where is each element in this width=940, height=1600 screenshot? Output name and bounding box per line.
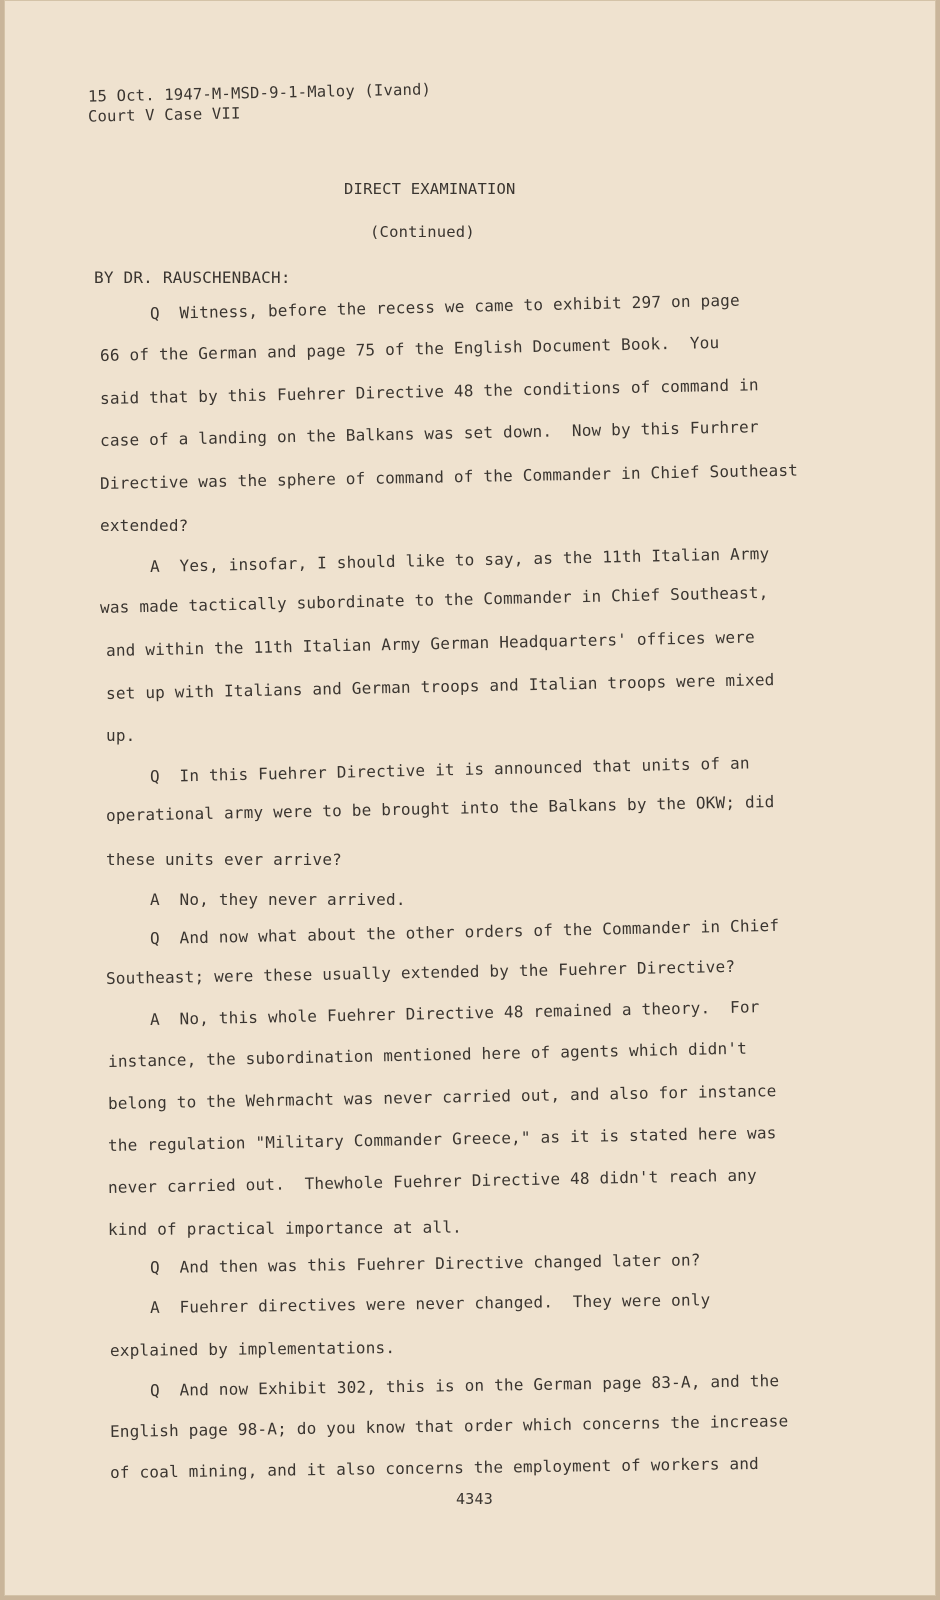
transcript-line: Q And now what about the other orders of the Commander in Chief	[149, 915, 780, 948]
examiner-line: BY DR. RAUSCHENBACH:	[94, 268, 291, 287]
transcript-line: of coal mining, and it also concerns the employment of workers and	[109, 1453, 760, 1482]
transcript-line: A Fuehrer directives were never changed. They were only	[149, 1290, 711, 1317]
transcript-line: Q Witness, before the recess we came to exhibit 297 on page	[149, 290, 741, 323]
transcript-line: explained by implementations.	[109, 1338, 396, 1360]
transcript-line: case of a landing on the Balkans was set down. Now by this Furhrer	[99, 417, 759, 450]
transcript-line: Directive was the sphere of command of the Commander in Chief Southeast	[99, 460, 799, 493]
transcript-line: instance, the subordination mentioned here of agents which didn't	[107, 1038, 748, 1071]
transcript-line: up.	[106, 726, 136, 745]
document-page	[4, 0, 936, 1596]
transcript-line: English page 98-A; do you know that order which concerns the increase	[109, 1411, 789, 1441]
transcript-line: Southeast; were these usually extended by the Fuehrer Directive?	[105, 956, 736, 988]
section-subtitle: (Continued)	[370, 223, 475, 241]
transcript-line: set up with Italians and German troops and Italian troops were mixed	[105, 669, 775, 703]
transcript-line: never carried out. Thewhole Fuehrer Directive 48 didn't reach any	[107, 1165, 758, 1197]
transcript-line: and within the 11th Italian Army German Headquarters' offices were	[105, 627, 756, 660]
transcript-line: Q And now Exhibit 302, this is on the German page 83-A, and the	[149, 1371, 780, 1400]
transcript-line: belong to the Wehrmacht was never carried out, and also for instance	[107, 1081, 777, 1113]
page-number: 4343	[456, 1490, 493, 1508]
transcript-line: 66 of the German and page 75 of the English Document Book. You	[99, 333, 720, 365]
transcript-line: extended?	[100, 516, 189, 535]
transcript-line: A Yes, insofar, I should like to say, as the 11th Italian Army	[149, 544, 770, 576]
header-reference-line: 15 Oct. 1947-M-MSD-9-1-Maloy (Ivand)	[87, 80, 432, 106]
transcript-line: A No, this whole Fuehrer Directive 48 remained a theory. For	[149, 997, 760, 1029]
transcript-line: was made tactically subordinate to the Commander in Chief Southeast,	[99, 582, 769, 617]
transcript-line: Q In this Fuehrer Directive it is announced that units of an	[149, 753, 750, 786]
transcript-line: kind of practical importance at all.	[107, 1217, 463, 1239]
transcript-line: the regulation "Military Commander Greece," as it is stated here was	[107, 1123, 777, 1155]
transcript-line: operational army were to be brought into the Balkans by the OKW; did	[105, 791, 775, 825]
transcript-line: these units ever arrive?	[106, 850, 342, 869]
transcript-line: A No, they never arrived.	[150, 890, 406, 909]
transcript-line: said that by this Fuehrer Directive 48 the conditions of command in	[99, 375, 759, 408]
section-title: DIRECT EXAMINATION	[344, 180, 516, 198]
transcript-line: Q And then was this Fuehrer Directive changed later on?	[149, 1250, 701, 1277]
header-court-line: Court V Case VII	[87, 104, 241, 126]
